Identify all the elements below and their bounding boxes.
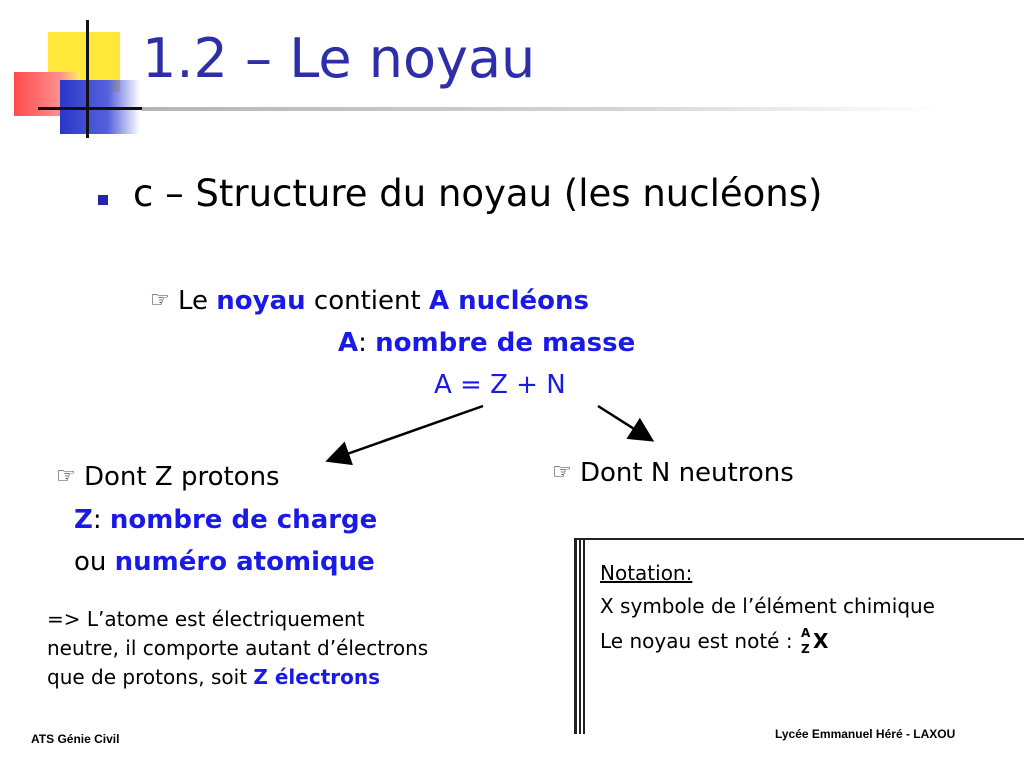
charge-number-line <box>74 505 377 536</box>
pointing-hand-icon: ☞ <box>150 288 170 313</box>
notation-noyau-line <box>600 625 935 656</box>
notation-title: Notation: <box>600 561 693 585</box>
protons-line <box>56 462 280 493</box>
term-a: A <box>338 328 359 358</box>
colon: : <box>92 505 110 535</box>
atomic-number-subscript: Z <box>800 641 810 656</box>
text-contient: contient <box>305 286 429 316</box>
term-z: Z <box>74 505 93 535</box>
atomic-number-line <box>74 547 375 578</box>
pointing-hand-icon: ☞ <box>56 464 76 489</box>
nuclide-notation <box>799 625 813 656</box>
text-ou: ou <box>74 547 115 577</box>
notation-symbol-line: X symbole de l’élément chimique <box>600 594 935 618</box>
slide-title: 1.2 – Le noyau <box>142 27 536 90</box>
bullet-heading: c – Structure du noyau (les nucléons) <box>133 172 823 215</box>
electrons-note <box>47 605 428 692</box>
note-line-1: => L’atome est électriquement <box>47 607 365 631</box>
text-dont-n-neutrons: Dont N neutrons <box>580 458 794 488</box>
term-z-electrons: Z électrons <box>253 665 381 689</box>
notation-box <box>574 538 1024 734</box>
note-line-2: neutre, il comporte autant d’électrons <box>47 636 429 660</box>
equation-a-z-n: A = Z + N <box>434 370 566 400</box>
notation-content <box>600 561 935 656</box>
arrow-to-protons <box>330 406 483 460</box>
neutrons-line <box>552 458 794 489</box>
text-dont-z-protons: Dont Z protons <box>84 462 280 492</box>
arrow-to-neutrons <box>598 406 650 439</box>
term-a-nucleons: A nucléons <box>428 286 589 316</box>
term-nombre-de-charge: nombre de charge <box>109 505 378 535</box>
pointing-hand-icon: ☞ <box>552 460 572 485</box>
term-noyau: noyau <box>216 286 306 316</box>
term-nombre-de-masse: nombre de masse <box>375 328 636 358</box>
note-line-3 <box>47 663 428 692</box>
footer-right: Lycée Emmanuel Héré - LAXOU <box>775 727 956 741</box>
colon: : <box>358 328 376 358</box>
term-numero-atomique: numéro atomique <box>114 547 375 577</box>
mass-number-superscript: A <box>800 625 811 640</box>
element-symbol-x: X <box>812 629 829 653</box>
note-line-3-text: que de protons, soit <box>47 665 254 689</box>
notation-noyau-text: Le noyau est noté : <box>600 629 799 653</box>
text-le: Le <box>178 286 217 316</box>
footer-left: ATS Génie Civil <box>31 732 120 746</box>
